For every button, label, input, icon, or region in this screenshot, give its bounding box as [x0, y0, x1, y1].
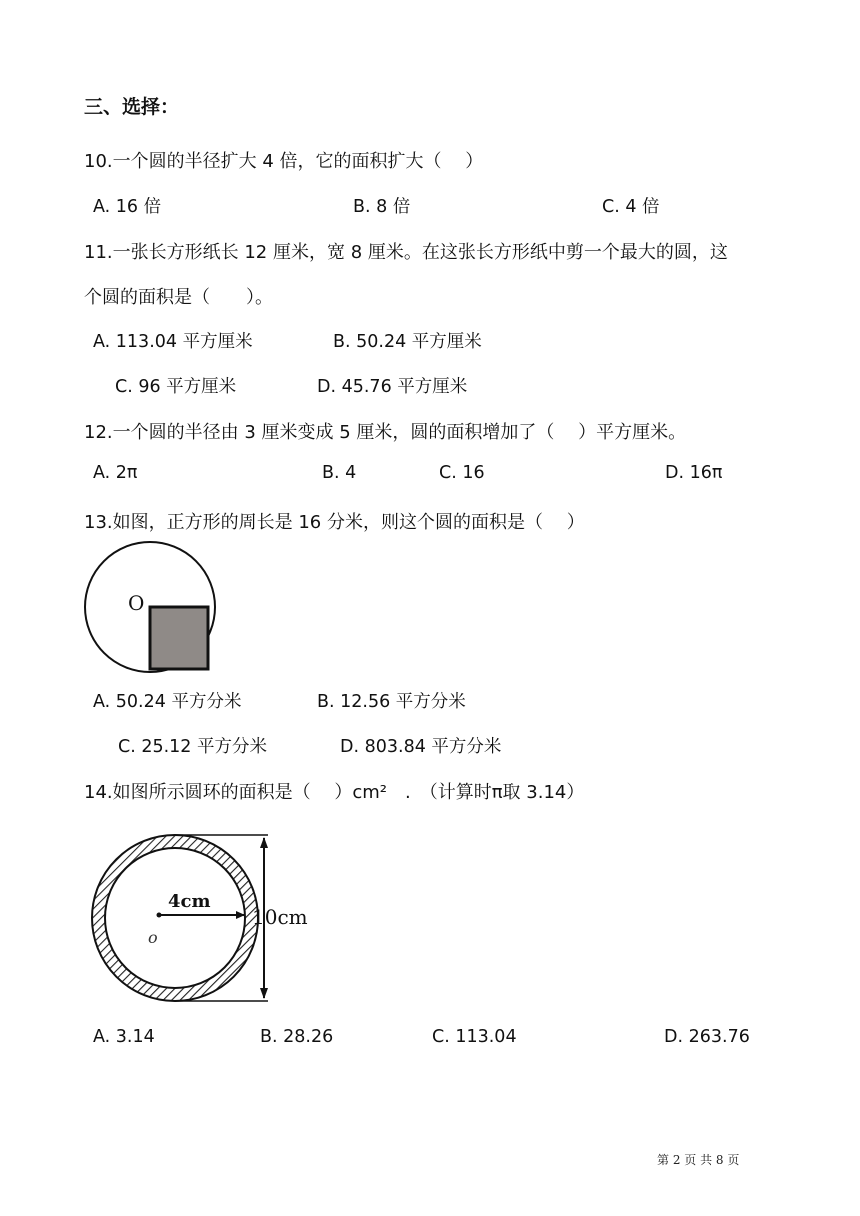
question-13-option-a: A. 50.24 平方分米: [93, 692, 242, 712]
inner-circle: [105, 848, 245, 988]
question-14-option-d: D. 263.76: [664, 1027, 750, 1047]
radius-label: 4cm: [168, 891, 211, 912]
question-13-stem: 13.如图，正方形的周长是 16 分米，则这个圆的面积是（ ）: [84, 512, 585, 533]
question-14-option-a: A. 3.14: [93, 1027, 155, 1047]
circle-center-label: O: [128, 591, 145, 615]
diameter-arrow-top: [260, 837, 268, 848]
question-13-option-b: B. 12.56 平方分米: [317, 692, 466, 712]
question-11-option-b: B. 50.24 平方厘米: [333, 332, 482, 352]
question-11-option-d: D. 45.76 平方厘米: [317, 377, 468, 397]
shaded-square: [150, 607, 208, 669]
question-10-stem: 10.一个圆的半径扩大 4 倍，它的面积扩大（ ）: [84, 151, 484, 172]
question-10-option-a: A. 16 倍: [93, 197, 162, 217]
question-14-stem: 14.如图所示圆环的面积是（ ）cm² . （计算时π取 3.14）: [84, 782, 585, 803]
annulus-figure: [80, 828, 330, 1008]
circle-square-figure: [80, 540, 220, 680]
question-14-option-c: C. 113.04: [432, 1027, 517, 1047]
question-13-option-d: D. 803.84 平方分米: [340, 737, 502, 757]
center-label: o: [148, 928, 158, 947]
question-12-option-d: D. 16π: [665, 463, 723, 483]
question-10-option-b: B. 8 倍: [353, 197, 411, 217]
question-12-option-b: B. 4: [322, 463, 357, 483]
question-11-option-c: C. 96 平方厘米: [115, 377, 237, 397]
question-12-stem: 12.一个圆的半径由 3 厘米变成 5 厘米，圆的面积增加了（ ）平方厘米。: [84, 422, 687, 443]
section-heading: 三、选择：: [84, 96, 180, 118]
question-11-option-a: A. 113.04 平方厘米: [93, 332, 253, 352]
question-12-option-a: A. 2π: [93, 463, 138, 483]
question-10-option-c: C. 4 倍: [602, 197, 660, 217]
question-13-option-c: C. 25.12 平方分米: [118, 737, 268, 757]
question-12-option-c: C. 16: [439, 463, 485, 483]
diameter-label: 10cm: [252, 905, 308, 929]
diameter-arrow-bottom: [260, 988, 268, 999]
page-number-footer: 第 2 页 共 8 页: [657, 1153, 740, 1167]
question-14-option-b: B. 28.26: [260, 1027, 334, 1047]
question-11-stem-line-2: 个圆的面积是（ ）。: [84, 287, 273, 308]
question-11-stem-line-1: 11.一张长方形纸长 12 厘米，宽 8 厘米。在这张长方形纸中剪一个最大的圆，这: [84, 242, 728, 263]
